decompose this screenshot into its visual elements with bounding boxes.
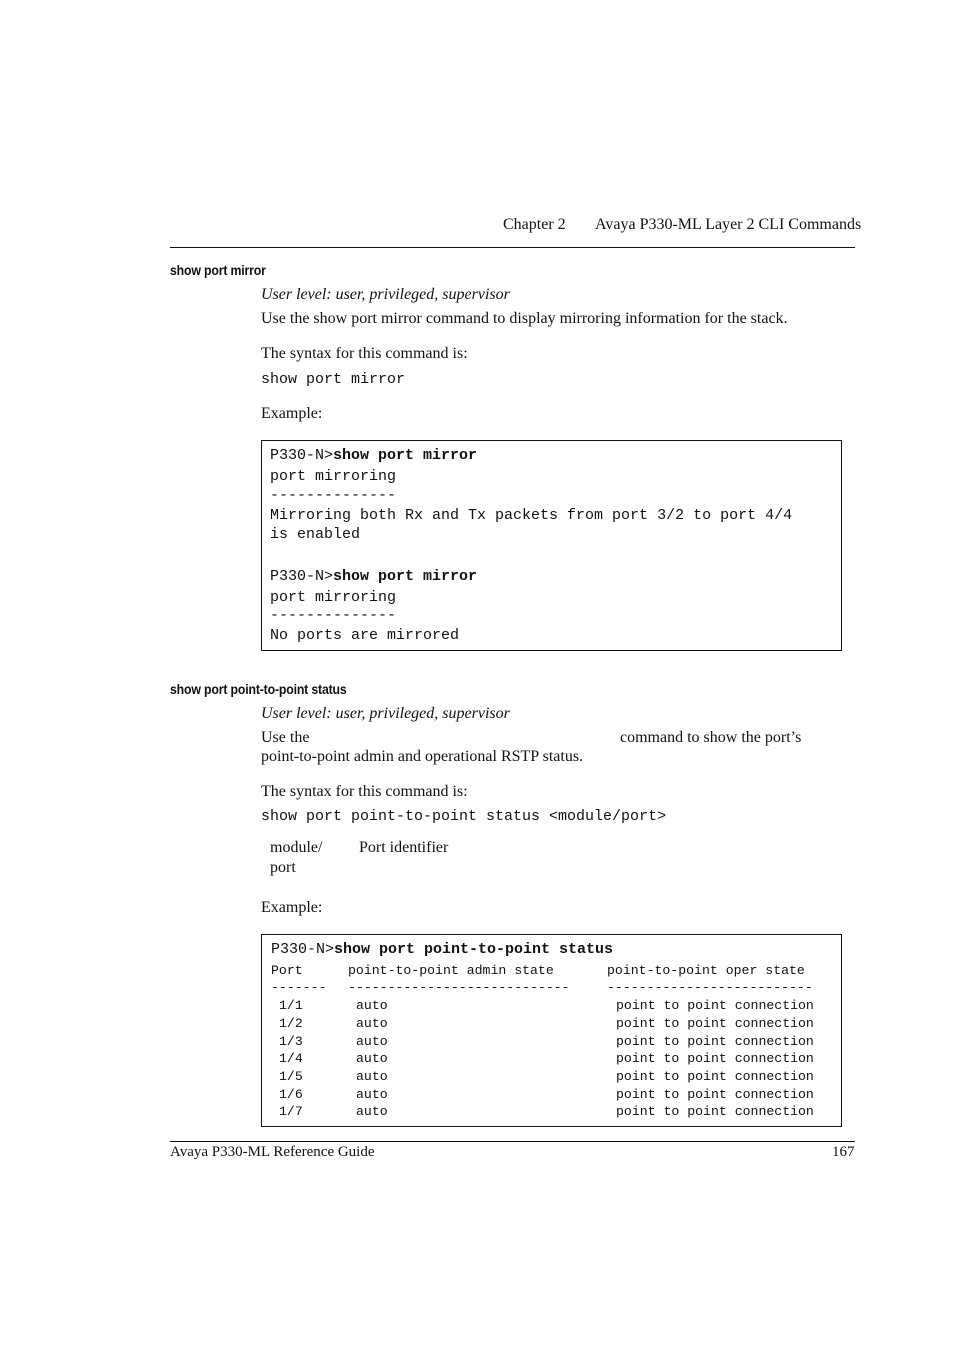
- table-row-admin: auto: [356, 998, 388, 1013]
- table-row-port: 1/5: [279, 1069, 303, 1084]
- description-line2: point-to-point admin and operational RSTP status.: [261, 748, 584, 765]
- table-row-port: 1/7: [279, 1104, 303, 1119]
- syntax-intro: The syntax for this command is:: [261, 783, 468, 800]
- table-row-oper: point to point connection: [616, 1016, 814, 1031]
- cli-prompt: P330-N>: [271, 941, 335, 958]
- syntax-intro: The syntax for this command is:: [261, 345, 468, 362]
- section-heading-show-port-mirror: show port mirror: [170, 262, 266, 278]
- description-rest: command to show the port’s: [620, 729, 802, 746]
- example-label: Example:: [261, 899, 323, 916]
- table-row-port: 1/1: [279, 998, 303, 1013]
- table-row-admin: auto: [356, 1087, 388, 1102]
- table-row-oper: point to point connection: [616, 1069, 814, 1084]
- code-line: Mirroring both Rx and Tx packets from port 3/2 to port 4/4: [270, 507, 793, 524]
- header-chapter: Chapter 2: [503, 216, 566, 233]
- code-line: [270, 446, 477, 465]
- table-row-port: 1/6: [279, 1087, 303, 1102]
- footer-rule: [170, 1141, 855, 1142]
- section-heading-show-port-p2p-status: show port point-to-point status: [170, 681, 347, 697]
- user-level-text: User level: user, privileged, supervisor: [261, 286, 510, 303]
- header-title: Avaya P330-ML Layer 2 CLI Commands: [595, 216, 862, 233]
- code-line: [270, 567, 477, 586]
- cli-prompt: P330-N>: [270, 568, 334, 585]
- code-line: is enabled: [270, 526, 361, 543]
- table-row-oper: point to point connection: [616, 1051, 814, 1066]
- table-row-admin: auto: [356, 1051, 388, 1066]
- user-level-text: User level: user, privileged, supervisor: [261, 705, 510, 722]
- cli-command: show port mirror: [333, 568, 478, 585]
- description-use-the: Use the: [261, 729, 310, 746]
- table-row-port: 1/3: [279, 1034, 303, 1049]
- column-divider: --------------------------: [607, 980, 813, 995]
- code-line: [271, 940, 613, 959]
- table-row-port: 1/2: [279, 1016, 303, 1031]
- table-row-admin: auto: [356, 1034, 388, 1049]
- column-header-admin: point-to-point admin state: [348, 963, 554, 978]
- syntax-code: show port point-to-point status <module/port>: [261, 808, 667, 825]
- table-row-port: 1/4: [279, 1051, 303, 1066]
- table-row-admin: auto: [356, 1016, 388, 1031]
- table-row-oper: point to point connection: [616, 1104, 814, 1119]
- description-text: Use the show port mirror command to display mirroring information for the stack.: [261, 310, 788, 327]
- cli-command: show port mirror: [333, 447, 478, 464]
- param-name: module/: [270, 839, 323, 856]
- code-line: --------------: [270, 487, 397, 504]
- header-rule: [170, 247, 855, 248]
- column-divider: -------: [271, 980, 327, 995]
- param-description: Port identifier: [359, 839, 449, 856]
- table-row-oper: point to point connection: [616, 1087, 814, 1102]
- cli-prompt: P330-N>: [270, 447, 334, 464]
- table-row-admin: auto: [356, 1069, 388, 1084]
- table-row-oper: point to point connection: [616, 998, 814, 1013]
- code-line: port mirroring: [270, 589, 397, 606]
- column-header-oper: point-to-point oper state: [607, 963, 805, 978]
- param-name-cont: port: [270, 859, 296, 876]
- cli-command: show port point-to-point status: [334, 941, 614, 958]
- table-row-oper: point to point connection: [616, 1034, 814, 1049]
- code-line: No ports are mirrored: [270, 627, 460, 644]
- code-line: port mirroring: [270, 468, 397, 485]
- footer-guide-title: Avaya P330-ML Reference Guide: [170, 1144, 375, 1160]
- column-header-port: Port: [271, 963, 303, 978]
- example-label: Example:: [261, 405, 323, 422]
- column-divider: ----------------------------: [348, 980, 570, 995]
- code-line: --------------: [270, 607, 397, 624]
- syntax-code: show port mirror: [261, 371, 406, 388]
- table-row-admin: auto: [356, 1104, 388, 1119]
- page-number: 167: [832, 1144, 855, 1160]
